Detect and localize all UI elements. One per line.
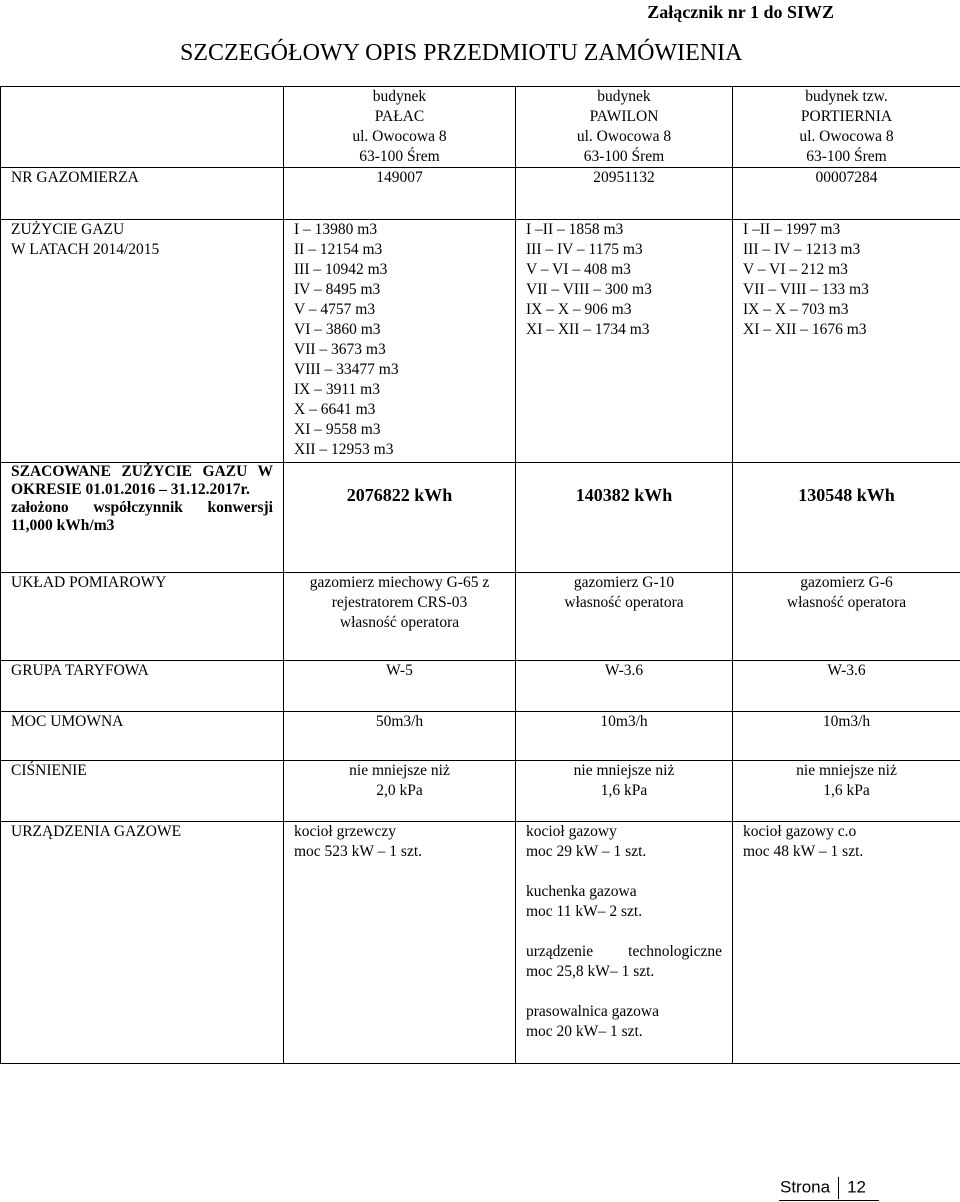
meter-number-cell: 20951132 [516,168,733,220]
pressure-cell: nie mniejsze niż 1,6 kPa [516,761,733,822]
device-item: urządzenie technologiczne moc 25,8 kW– 1 szt. [526,943,722,980]
power-cell: 10m3/h [516,712,733,761]
row-label: CIŚNIENIE [1,761,284,822]
usage-list-palac: I – 13980 m3 II – 12154 m3 III – 10942 m3 IV – 8495 m3 V – 4757 m3 VI – 3860 m3 VII – 3673 m3 VIII – 33477 m3 IX – 3911 m3 X – 6641 m3 XI – 9558 m3 XII – 12953 m3 [284,220,516,463]
row-label: ZUŻYCIE GAZU W LATACH 2014/2015 [1,220,284,463]
row-label: URZĄDZENIA GAZOWE [1,822,284,1064]
estimated-value: 130548 kWh [733,463,960,573]
meter-number-cell: 149007 [284,168,516,220]
building-portiernia: budynek tzw. PORTIERNIA ul. Owocowa 8 63-100 Śrem [733,87,960,168]
page-title: SZCZEGÓŁOWY OPIS PRZEDMIOTU ZAMÓWIENIA [180,40,743,66]
device-item: prasowalnica gazowa moc 20 kW– 1 szt. [526,1003,659,1040]
row-label: NR GAZOMIERZA [1,168,284,220]
usage-list-pawilon: I –II – 1858 m3 III – IV – 1175 m3 V – VI – 408 m3 VII – VIII – 300 m3 IX – X – 906 m3 XI – XII – 1734 m3 [516,220,733,463]
device-item: kuchenka gazowa moc 11 kW– 2 szt. [526,883,643,920]
building-palac: budynek PAŁAC ul. Owocowa 8 63-100 Śrem [284,87,516,168]
annex-label: Załącznik nr 1 do SIWZ [647,2,834,22]
device-item: kocioł gazowy c.o moc 48 kW – 1 szt. [743,823,864,860]
devices-cell-portiernia [733,822,960,1064]
power-cell: 50m3/h [284,712,516,761]
tariff-cell: W-3.6 [733,661,960,712]
footer-separator [838,1177,839,1199]
pressure-cell: nie mniejsze niż 2,0 kPa [284,761,516,822]
corner-cell [1,87,284,168]
meter-number-cell: 00007284 [733,168,960,220]
metering-cell: gazomierz G-10 własność operatora [516,573,733,661]
row-label: UKŁAD POMIAROWY [1,573,284,661]
page-number: 12 [847,1177,867,1197]
building-pawilon: budynek PAWILON ul. Owocowa 8 63-100 Śrem [516,87,733,168]
device-item: kocioł grzewczy moc 523 kW – 1 szt. [294,823,423,860]
row-label: SZACOWANE ZUŻYCIE GAZU W OKRESIE 01.01.2016 – 31.12.2017r. założono współczynnik konwersji 11,000 kWh/m3 [1,463,284,573]
usage-list-portiernia: I –II – 1997 m3 III – IV – 1213 m3 V – VI – 212 m3 VII – VIII – 133 m3 IX – X – 703 m3 XI – XII – 1676 m3 [733,220,960,463]
device-item: kocioł gazowy moc 29 kW – 1 szt. [526,823,647,860]
estimated-value: 2076822 kWh [284,463,516,573]
metering-cell: gazomierz G-6 własność operatora [733,573,960,661]
row-label: MOC UMOWNA [1,712,284,761]
metering-cell: gazomierz miechowy G-65 z rejestratorem CRS-03 własność operatora [284,573,516,661]
pressure-row [1,761,960,822]
footer-rule [779,1200,879,1201]
contract-power-row [1,712,960,761]
pressure-cell: nie mniejsze niż 1,6 kPa [733,761,960,822]
specification-table [0,86,960,1064]
buildings-header-row [1,87,960,168]
meter-number-row [1,168,960,220]
row-label: GRUPA TARYFOWA [1,661,284,712]
estimated-value: 140382 kWh [516,463,733,573]
tariff-cell: W-3.6 [516,661,733,712]
gas-usage-row [1,220,960,463]
tariff-group-row [1,661,960,712]
power-cell: 10m3/h [733,712,960,761]
estimated-usage-row [1,463,960,573]
tariff-cell: W-5 [284,661,516,712]
footer-label: Strona [780,1177,831,1197]
metering-system-row [1,573,960,661]
devices-cell-pawilon [516,822,733,1064]
gas-devices-row [1,822,960,1064]
devices-cell-palac [284,822,516,1064]
page-footer [780,1177,866,1199]
